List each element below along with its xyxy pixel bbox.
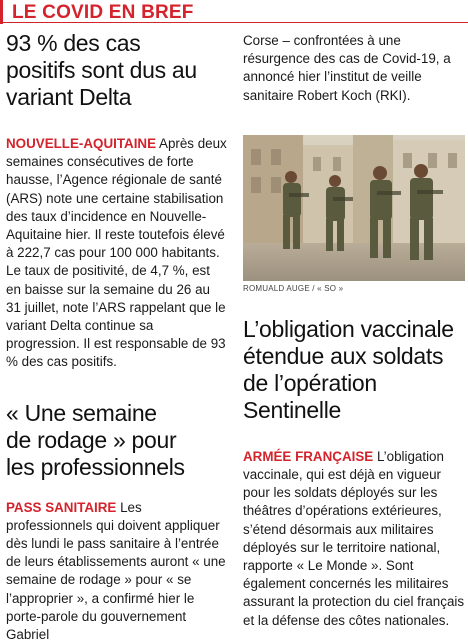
text-pass: Les professionnels qui doivent appliquer dès lundi le pass sanitaire à l’entrée de leurs établissements auront « une semaine de rodage » pour « se l’approprier », a confirmé hier le porte-parole du gouvernement Gabriel	[6, 499, 226, 643]
text-delta: Après deux semaines consécutives de forte hausse, l’Agence régionale de santé (ARS) note une certaine stabilisation des taux d’incidence en Nouvelle-Aquitaine hier. Il reste toutefois élevé à 222,7 cas pour 100 000 habitants. Le taux de positivité, de 4,7 %, est en baisse sur la semaine du 26 au 31 juillet, note l’ARS rappelant que le variant Delta continue sa progression. Il est responsable de 93 % des cas positifs.	[6, 136, 227, 370]
headline-sentinelle: L’obligation vaccinale étendue aux soldats de l’opération Sentinelle	[243, 315, 454, 423]
kicker-pass: PASS SANITAIRE	[6, 499, 117, 515]
body-corse: Corse – confrontées à une résurgence des cas de Covid-19, a annoncé hier l’institut de veille sanitaire Robert Koch (RKI).	[243, 33, 451, 103]
article-delta	[6, 30, 228, 372]
kicker-sentinelle: ARMÉE FRANÇAISE	[243, 448, 374, 464]
soldiers-photo	[243, 135, 465, 281]
banner-accent-bar	[0, 0, 3, 24]
headline-pass: « Une semaine de rodage » pour les professionnels	[6, 399, 185, 480]
soldiers-patrol-image	[243, 135, 465, 281]
text-sentinelle: L’obligation vaccinale, qui est déjà en vigueur pour les soldats déployés sur les théâtres d’opérations extérieures, s’étend désormais aux militaires déployés sur le territoire national, rapporte « Le Monde ». Sont également concernés les militaires assurant la protection du ciel français et la défense des côtes nationales.	[243, 448, 465, 628]
body-pass	[6, 499, 228, 644]
body-sentinelle	[243, 448, 465, 630]
section-title: LE COVID EN BREF	[12, 2, 194, 23]
left-column	[6, 30, 228, 644]
right-column	[243, 30, 465, 630]
photo-credit: ROMUALD AUGE / « SO »	[243, 283, 344, 293]
headline-delta: 93 % des cas positifs sont dus au variant Delta	[6, 30, 197, 110]
section-banner	[0, 0, 468, 23]
photo-block	[243, 135, 465, 293]
body-delta	[6, 135, 228, 372]
article-sentinelle	[243, 316, 465, 630]
kicker-delta: NOUVELLE-AQUITAINE	[6, 136, 157, 151]
article-pass	[6, 400, 228, 644]
